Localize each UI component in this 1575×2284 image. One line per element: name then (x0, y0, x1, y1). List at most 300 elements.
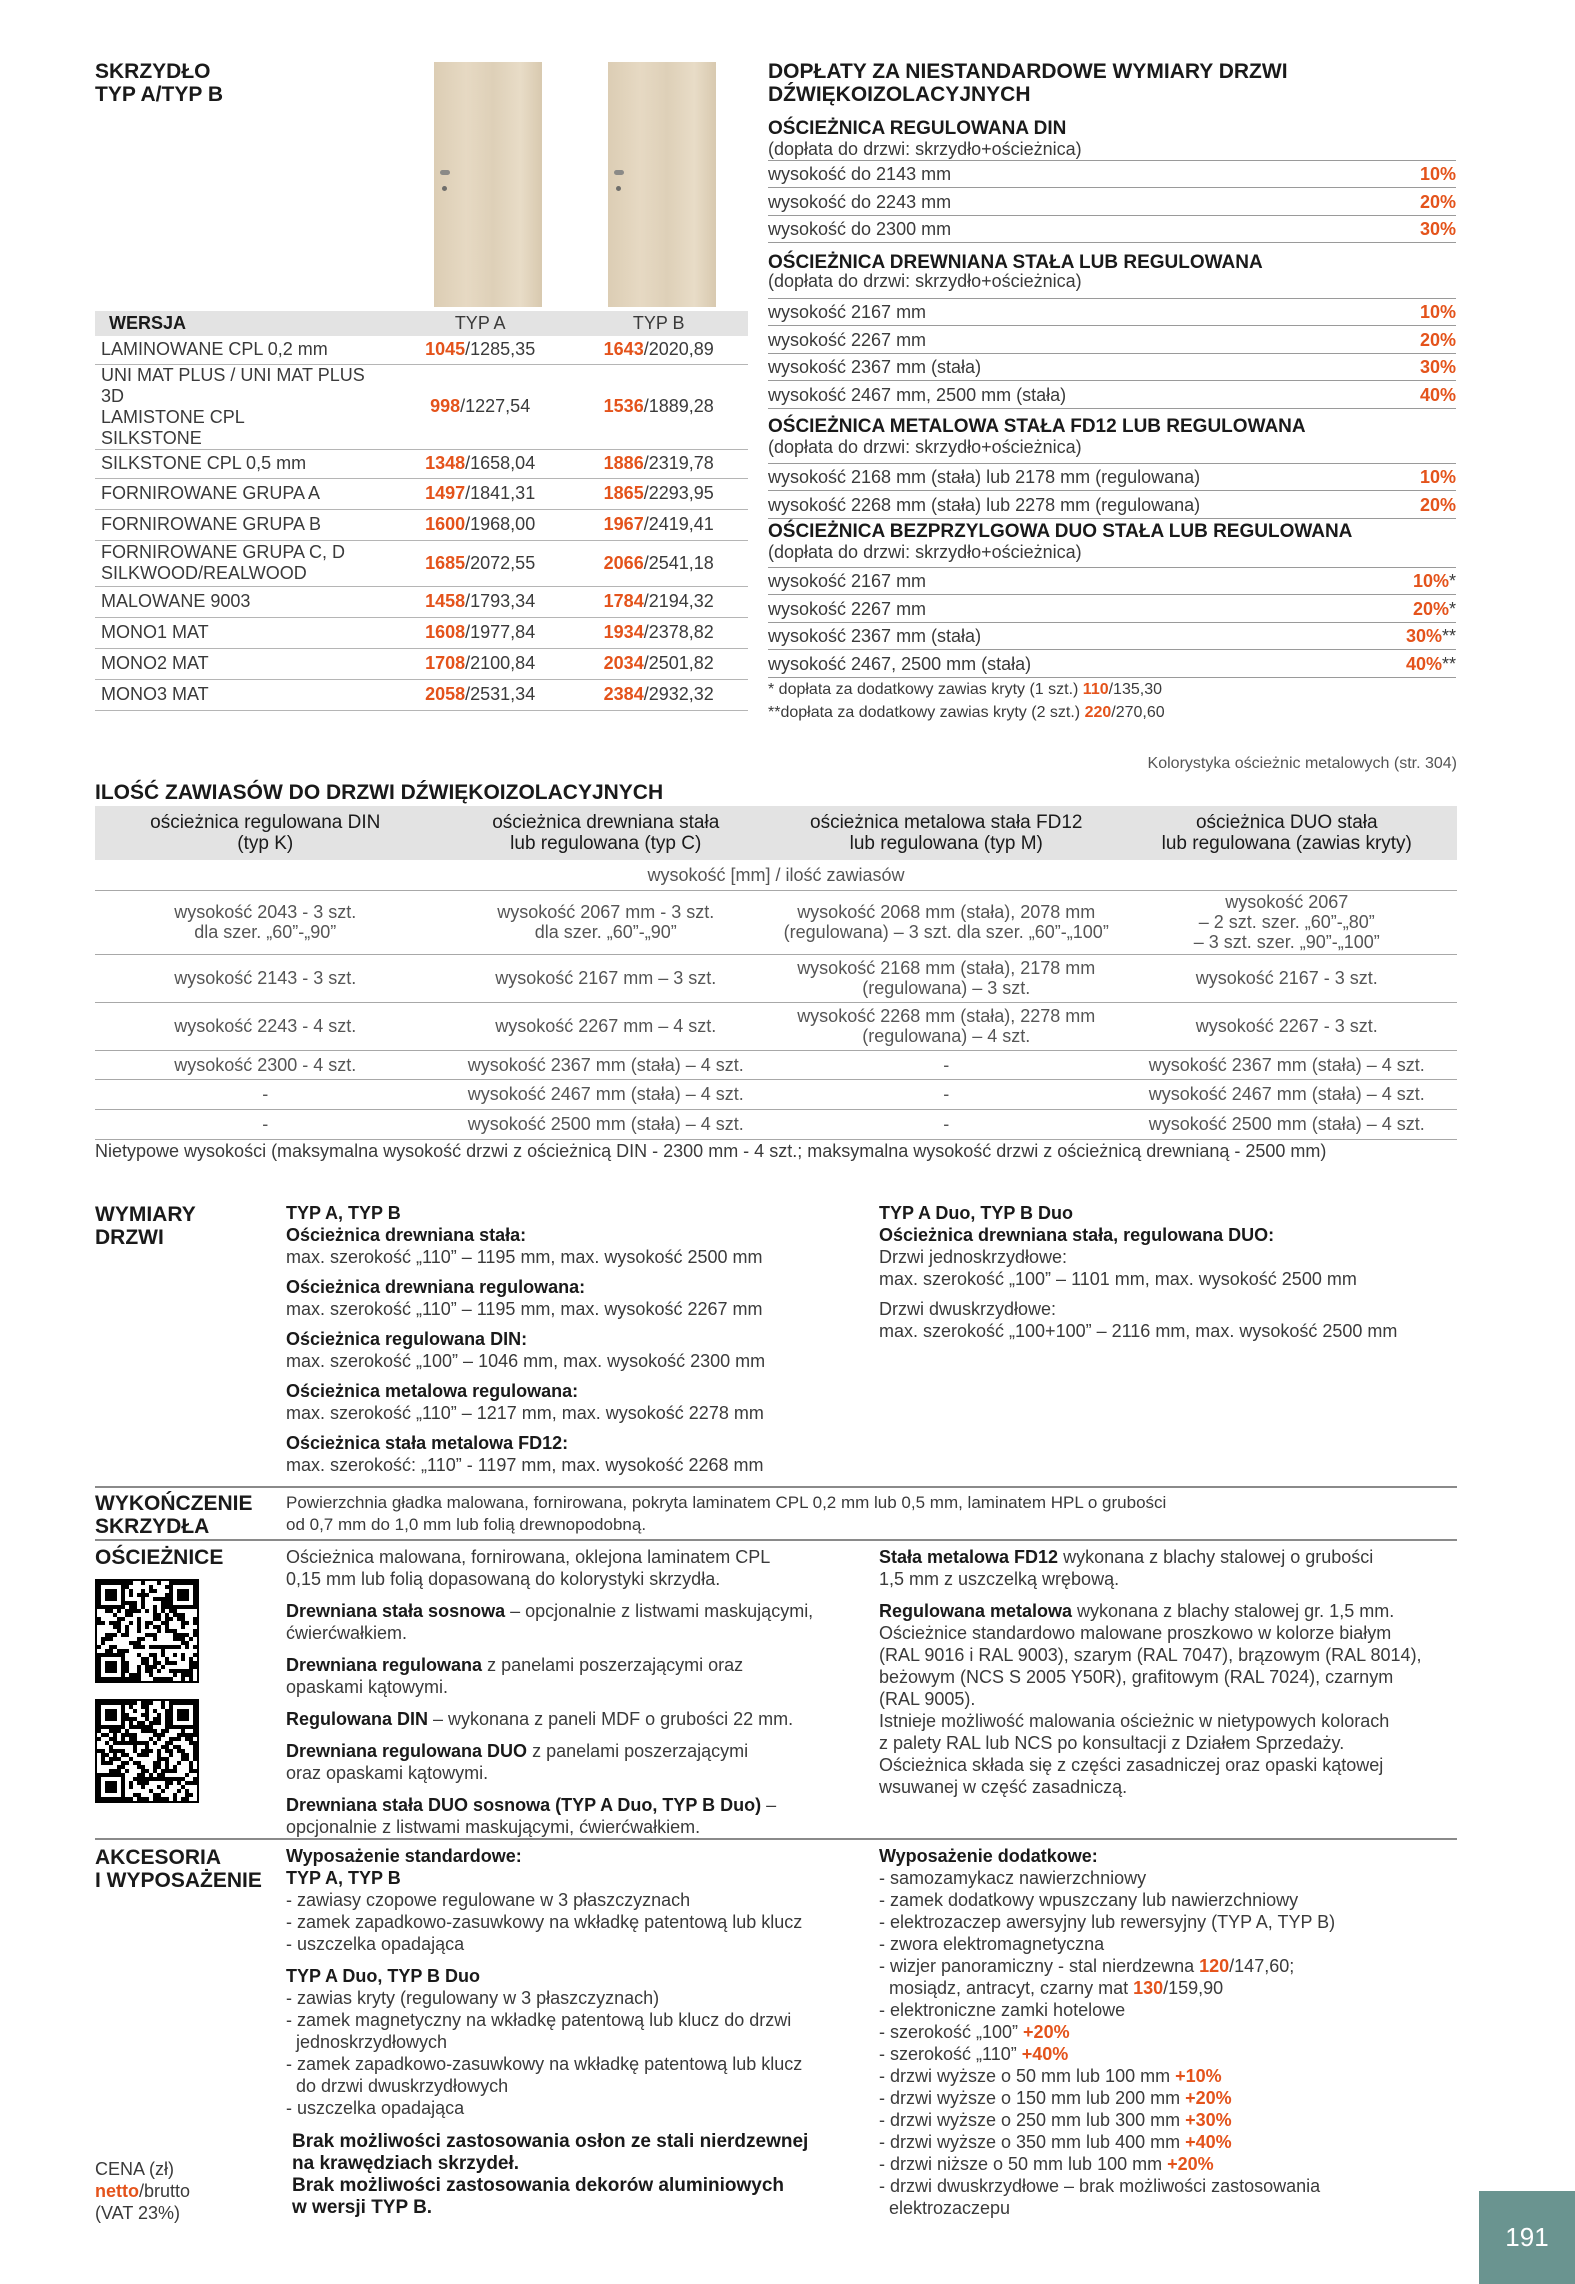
hinges-cell (776, 1109, 1117, 1139)
wymiary-item-head: Ościeżnica regulowana DIN: (286, 1329, 528, 1349)
surcharge-row (768, 354, 1456, 381)
price-brutto: /2072,55 (465, 552, 536, 573)
akcesoria-item (879, 2021, 1457, 2043)
note-price-brutto: /270,60 (1111, 704, 1165, 721)
hinges-cell-line: wysokość 2500 mm (stała) – 4 szt. (1148, 1114, 1425, 1134)
akcesoria-item-price: +20% (1167, 2154, 1214, 2174)
price-netto: 1934 (603, 622, 644, 642)
hinges-row (95, 890, 1457, 954)
paragraph-line: z palety RAL lub NCS po konsultacji z Działem Sprzedaży. (879, 1733, 1345, 1753)
hinges-cell-line: - (943, 1084, 950, 1104)
hinges-header-row (95, 806, 1457, 860)
price-typ-b (569, 617, 748, 648)
surcharge-heading: OŚCIEŻNICA DREWNIANA STAŁA LUB REGULOWANA (768, 252, 1263, 273)
hinges-cell (95, 1109, 436, 1139)
hinges-cell (1117, 1079, 1458, 1109)
wymiary-item-text: max. szerokość „100” – 1046 mm, max. wysokość 2300 mm (286, 1351, 766, 1371)
surcharge-value (1420, 464, 1456, 490)
version-name (95, 648, 391, 679)
surcharge-row (768, 327, 1456, 354)
header-typ-a: TYP A (391, 311, 570, 336)
qr-code-icon[interactable] (95, 1579, 199, 1683)
akcesoria-subhead: TYP A Duo, TYP B Duo (286, 1966, 481, 1986)
akcesoria-item (879, 2131, 1457, 2153)
surcharge-value (1406, 623, 1456, 649)
hinges-header-line: lub regulowana (typ C) (510, 833, 702, 854)
paragraph-line: Istnieje możliwość malowania ościeżnic w nietypowych kolorach (879, 1711, 1390, 1731)
price-brutto: /1841,31 (465, 483, 536, 503)
wymiary-item (286, 1380, 846, 1424)
price-netto: 1600 (425, 514, 466, 534)
doplaty-title (768, 60, 1288, 106)
akcesoria-item-text: - elektrozaczep awersyjny lub rewersyjny (TYP A, TYP B) (879, 1912, 1336, 1932)
version-name-line: MONO1 MAT (101, 622, 209, 642)
door-handle-icon (438, 170, 452, 194)
paragraph-bold: Drewniana regulowana DUO (286, 1741, 528, 1761)
hinges-cell-line: (regulowana) – 3 szt. dla szer. „60”-„100” (783, 922, 1109, 942)
version-name-line: MALOWANE 9003 (101, 591, 251, 611)
hinges-cell-line: dla szer. „60”-„90” (194, 922, 337, 942)
hinges-cell-line: wysokość 2067 (1225, 892, 1349, 912)
price-typ-b (569, 336, 748, 364)
hinges-header-line: lub regulowana (typ M) (849, 833, 1043, 854)
price-brutto: /2419,41 (643, 514, 714, 534)
version-name-line: LAMISTONE CPL (101, 406, 245, 427)
price-netto: 1045 (425, 339, 466, 360)
cena-line1: CENA (zł) (95, 2159, 175, 2179)
surcharge-percent: 20% (1419, 191, 1456, 212)
akcesoria-item (879, 2109, 1457, 2131)
door-image-typ-a (434, 62, 542, 307)
hinges-cell-line: - (262, 1084, 269, 1104)
akcesoria-item-text: - drzwi dwuskrzydłowe – brak możliwości zastosowania (879, 2176, 1321, 2196)
hinges-cell-line: – 2 szt. szer. „60”-„80” (1198, 912, 1375, 932)
price-typ-a (391, 617, 570, 648)
surcharge-value (1420, 492, 1456, 518)
wymiary-right-line4: max. szerokość „100+100” – 2116 mm, max. wysokość 2500 mm (879, 1321, 1398, 1341)
surcharge-heading: OŚCIEŻNICA BEZPRZYLGOWA DUO STAŁA LUB REGULOWANA (768, 521, 1353, 542)
hinges-row (95, 954, 1457, 1002)
price-typ-b (569, 364, 748, 449)
wymiary-left-head: TYP A, TYP B (286, 1203, 401, 1223)
price-brutto: /2100,84 (465, 653, 536, 673)
version-name (95, 679, 391, 710)
paragraph (286, 1708, 866, 1730)
akcesoria-item (879, 1889, 1457, 1911)
akcesoria-item-price: 130 (1133, 1978, 1164, 1998)
akcesoria-item-text: elektrozaczepu (879, 2198, 1011, 2218)
hinges-subheader-row (95, 860, 1457, 890)
version-name-line: FORNIROWANE GRUPA B (101, 514, 322, 534)
note-text: * dopłata za dodatkowy zawias kryty (1 szt.) (768, 681, 1083, 698)
paragraph-line: opcjonalnie z listwami maskującymi, ćwierćwałkiem. (286, 1817, 701, 1837)
wymiary-item-head: Ościeżnica metalowa regulowana: (286, 1381, 579, 1401)
paragraph-line: wykonana z blachy stalowej gr. 1,5 mm. (1072, 1601, 1395, 1621)
hinges-cell (776, 954, 1117, 1002)
cena-legend (95, 2158, 190, 2224)
version-name (95, 586, 391, 617)
price-netto: 1784 (603, 591, 644, 611)
surcharge-percent: 10% (1419, 302, 1456, 322)
version-name-line: UNI MAT PLUS / UNI MAT PLUS 3D (101, 364, 365, 406)
akcesoria-item-text: - szerokość „110” (879, 2044, 1022, 2064)
surcharge-value (1413, 596, 1456, 622)
price-typ-a (391, 586, 570, 617)
hinges-cell-line: wysokość 2268 mm (stała), 2278 mm (797, 1006, 1096, 1026)
paragraph-line: ćwierćwałkiem. (286, 1623, 408, 1643)
oscieznice-right (879, 1546, 1457, 1808)
wymiary-right-head: TYP A Duo, TYP B Duo (879, 1203, 1074, 1223)
surcharge-star: * (1448, 571, 1456, 591)
qr-code-icon[interactable] (95, 1699, 199, 1803)
akcesoria-subhead: TYP A, TYP B (286, 1868, 401, 1888)
oscieznice-label: OŚCIEŻNICE (95, 1546, 224, 1569)
price-netto: 1685 (425, 552, 466, 573)
surcharge-percent: 40% (1419, 384, 1456, 405)
hinges-cell (1117, 954, 1458, 1002)
hinges-cell (436, 954, 777, 1002)
akcesoria-item: do drzwi dwuskrzydłowych (286, 2076, 509, 2096)
hinges-cell (95, 890, 436, 954)
akcesoria-warning-line: Brak możliwości zastosowania osłon ze stali nierdzewnej (292, 2131, 809, 2152)
price-typ-a (391, 509, 570, 540)
surcharge-percent: 40% (1405, 653, 1442, 674)
price-netto: 2384 (603, 684, 644, 704)
hinges-header-line: ościeżnica metalowa stała FD12 (810, 812, 1083, 833)
akcesoria-item (879, 2087, 1457, 2109)
hinges-cell-line: wysokość 2243 - 4 szt. (174, 1016, 357, 1036)
akcesoria-label-line2: I WYPOSAŻENIE (95, 1869, 262, 1892)
price-brutto: /1227,54 (460, 396, 531, 416)
surcharge-row (768, 651, 1456, 678)
price-brutto: /1977,84 (465, 622, 536, 642)
akcesoria-item (879, 1977, 1457, 1999)
hinges-cell-line: wysokość 2467 mm (stała) – 4 szt. (467, 1084, 744, 1104)
hinges-cell (95, 1079, 436, 1109)
price-brutto: /2932,32 (643, 684, 714, 704)
hinges-cell-line: wysokość 2167 mm – 3 szt. (495, 968, 717, 988)
akcesoria-item (879, 1911, 1457, 1933)
akcesoria-item-text: - wizjer panoramiczny - stal nierdzewna (879, 1956, 1200, 1976)
paragraph-line: z panelami poszerzającymi (527, 1741, 749, 1761)
surcharge-row (768, 161, 1456, 188)
hinges-cell-line: wysokość 2500 mm (stała) – 4 szt. (467, 1114, 744, 1134)
price-netto: 1967 (603, 514, 644, 534)
akcesoria-label-line1: AKCESORIA (95, 1846, 222, 1869)
hinges-cell-line: - (943, 1114, 950, 1134)
version-name (95, 336, 391, 364)
door-image-typ-b (608, 62, 716, 307)
hinges-cell-line: wysokość 2300 - 4 szt. (174, 1054, 357, 1075)
surcharge-label: wysokość 2167 mm (768, 302, 927, 322)
wymiary-label-line1: WYMIARY (95, 1203, 196, 1226)
akcesoria-item-text: - zwora elektromagnetyczna (879, 1934, 1105, 1954)
versions-table (95, 311, 748, 711)
wymiary-item-head: Ościeżnica drewniana stała: (286, 1225, 527, 1245)
paragraph (879, 1600, 1457, 1798)
hinges-cell (1117, 1050, 1458, 1079)
price-netto: 1608 (425, 622, 466, 642)
price-brutto: /2020,89 (643, 339, 714, 360)
surcharge-label: wysokość do 2300 mm (768, 219, 952, 239)
header-wersja: WERSJA (95, 311, 391, 336)
version-row (95, 509, 748, 540)
surcharge-heading: OŚCIEŻNICA REGULOWANA DIN (768, 118, 1067, 139)
akcesoria-item-text: - drzwi wyższe o 350 mm lub 400 mm (879, 2132, 1186, 2152)
akcesoria-item-text: - elektroniczne zamki hotelowe (879, 2000, 1126, 2020)
price-netto: 1708 (425, 653, 466, 673)
wykonczenie-label-line2: SKRZYDŁA (95, 1515, 210, 1538)
hinges-cell (776, 1050, 1117, 1079)
hinges-header-cell (1117, 806, 1458, 860)
paragraph-line: 1,5 mm z uszczelką wrębową. (879, 1569, 1120, 1589)
version-name-line: LAMINOWANE CPL 0,2 mm (101, 339, 328, 360)
hinges-row (95, 1002, 1457, 1050)
akcesoria-item-text: - zamek dodatkowy wpuszczany lub nawierzchniowy (879, 1890, 1299, 1910)
version-name-line: SILKSTONE (101, 427, 202, 448)
version-name-line: SILKSTONE CPL 0,5 mm (101, 453, 307, 473)
version-name-line: SILKWOOD/REALWOOD (101, 563, 307, 583)
hinges-header-line: ościeżnica drewniana stała (492, 812, 720, 833)
kolorystyka-note: Kolorystyka ościeżnic metalowych (str. 304) (1147, 755, 1457, 772)
wymiary-item (286, 1276, 846, 1320)
price-brutto: /1889,28 (643, 396, 714, 416)
hinges-row (95, 1050, 1457, 1079)
page-number: 191 (1479, 2191, 1575, 2284)
hinges-cell (95, 954, 436, 1002)
akcesoria-item (879, 2153, 1457, 2175)
surcharge-row (768, 382, 1456, 409)
hinges-cell-line: wysokość 2267 mm – 4 szt. (495, 1016, 717, 1036)
cena-line3: (VAT 23%) (95, 2203, 181, 2223)
hinges-row (95, 1079, 1457, 1109)
surcharge-percent: 20% (1419, 494, 1456, 515)
version-name-line: FORNIROWANE GRUPA C, D (101, 542, 346, 562)
paragraph-line: z panelami poszerzającymi oraz (482, 1655, 744, 1675)
hinges-row (95, 1109, 1457, 1139)
akcesoria-item (879, 2175, 1457, 2197)
surcharge-label: wysokość 2267 mm (768, 329, 927, 350)
price-netto: 1886 (603, 453, 644, 473)
paragraph (286, 1546, 866, 1590)
hinges-cell-line: wysokość 2143 - 3 szt. (174, 968, 357, 988)
version-name (95, 364, 391, 449)
hinges-header-line: ościeżnica regulowana DIN (150, 812, 381, 833)
version-name (95, 478, 391, 509)
wykonczenie-text (286, 1492, 1166, 1536)
paragraph (286, 1740, 866, 1784)
skrzydlo-title-line1: SKRZYDŁO (95, 60, 211, 83)
surcharge-row (768, 623, 1456, 650)
akcesoria-item-brutto: /147,60; (1229, 1956, 1295, 1976)
paragraph-line: oraz opaskami kątowymi. (286, 1763, 489, 1783)
version-name (95, 509, 391, 540)
surcharge-label: wysokość 2467 mm, 2500 mm (stała) (768, 384, 1067, 405)
hinges-cell (436, 1050, 777, 1079)
version-name (95, 449, 391, 478)
price-typ-a (391, 648, 570, 679)
price-netto: 2058 (425, 684, 466, 704)
surcharge-star: ** (1441, 626, 1456, 646)
wymiary-item-text: max. szerokość „110” – 1217 mm, max. wysokość 2278 mm (286, 1403, 764, 1423)
doplaty-title-line2: DŹWIĘKOIZOLACYJNYCH (768, 83, 1031, 106)
hinges-cell-line: wysokość 2068 mm (stała), 2078 mm (797, 902, 1096, 922)
akcesoria-warning (286, 2131, 866, 2219)
akcesoria-item: - zawias kryty (regulowany w 3 płaszczyznach) (286, 1988, 660, 2008)
akcesoria-item-price: +20% (1023, 2022, 1070, 2042)
version-row (95, 449, 748, 478)
divider (95, 1486, 1457, 1488)
doplaty-note-2 (768, 703, 1165, 722)
note-price-net: 220 (1084, 704, 1112, 721)
surcharge-row (768, 189, 1456, 216)
hinges-cell (436, 890, 777, 954)
paragraph-line: beżowym (NCS S 2005 Y50R), grafitowym (RAL 7024), czarnym (879, 1667, 1394, 1687)
surcharge-subheading: (dopłata do drzwi: skrzydło+ościeżnica) (768, 139, 1082, 159)
akcesoria-item: - zawiasy czopowe regulowane w 3 płaszczyznach (286, 1890, 691, 1910)
paragraph-bold: Regulowana DIN (286, 1709, 429, 1729)
paragraph-bold: Drewniana regulowana (286, 1655, 483, 1675)
price-brutto: /2194,32 (643, 591, 714, 611)
surcharge-label: wysokość 2367 mm (stała) (768, 357, 982, 377)
price-brutto: /2531,34 (465, 684, 536, 704)
akcesoria-right (879, 1845, 1457, 2219)
hinges-cell (436, 1002, 777, 1050)
paragraph-bold: Stała metalowa FD12 (879, 1547, 1059, 1567)
hinges-cell-line: dla szer. „60”-„90” (534, 922, 677, 942)
price-netto: 1348 (425, 453, 466, 473)
wymiary-right-line2: max. szerokość „100” – 1101 mm, max. wysokość 2500 mm (879, 1269, 1357, 1289)
note-text: **dopłata za dodatkowy zawias kryty (2 szt.) (768, 704, 1085, 721)
paragraph-line: – wykonana z paneli MDF o grubości 22 mm. (428, 1709, 794, 1729)
akcesoria-item: - zamek zapadkowo-zasuwkowy na wkładkę patentową lub klucz (286, 2054, 803, 2074)
akcesoria-item-text: - szerokość „100” (879, 2022, 1024, 2042)
surcharge-row (768, 299, 1456, 326)
surcharge-label: wysokość 2268 mm (stała) lub 2278 mm (regulowana) (768, 494, 1201, 515)
version-name-line: MONO2 MAT (101, 653, 209, 673)
surcharge-percent: 30% (1405, 626, 1442, 646)
version-row (95, 648, 748, 679)
surcharge-label: wysokość 2267 mm (768, 598, 927, 619)
paragraph-line: opaskami kątowymi. (286, 1677, 449, 1697)
price-netto: 2066 (603, 552, 644, 573)
hinges-header-line: (typ K) (237, 833, 294, 854)
version-row (95, 586, 748, 617)
surcharge-percent: 10% (1419, 164, 1456, 184)
hinges-cell-line: wysokość 2167 - 3 szt. (1195, 968, 1378, 988)
akcesoria-item: - uszczelka opadająca (286, 2098, 465, 2118)
price-typ-b (569, 449, 748, 478)
version-name (95, 540, 391, 586)
price-brutto: /2501,82 (643, 653, 714, 673)
price-netto: 998 (430, 396, 461, 416)
akcesoria-left-head: Wyposażenie standardowe: (286, 1846, 522, 1866)
paragraph-line: – opcjonalnie z listwami maskującymi, (505, 1601, 814, 1621)
surcharge-percent: 30% (1419, 219, 1456, 239)
paragraph-bold: Drewniana stała DUO sosnowa (TYP A Duo, TYP B Duo) (286, 1795, 762, 1815)
price-netto: 1536 (603, 396, 644, 416)
paragraph-line: – (761, 1795, 777, 1815)
hinges-cell-line: wysokość 2367 mm (stała) – 4 szt. (467, 1054, 744, 1075)
surcharge-percent: 10% (1412, 571, 1449, 591)
price-typ-b (569, 679, 748, 710)
akcesoria-item-brutto: /159,90 (1163, 1978, 1224, 1998)
surcharge-percent: 20% (1419, 329, 1456, 350)
doplaty-title-line1: DOPŁATY ZA NIESTANDARDOWE WYMIARY DRZWI (768, 60, 1288, 83)
wykonczenie-label (95, 1492, 253, 1538)
version-row (95, 336, 748, 364)
price-typ-b (569, 478, 748, 509)
paragraph (286, 1794, 866, 1838)
price-brutto: /1968,00 (465, 514, 536, 534)
hinges-cell (1117, 890, 1458, 954)
cena-netto: netto (95, 2181, 139, 2201)
akcesoria-item-price: +40% (1185, 2132, 1232, 2152)
wymiary-right-subhead: Ościeżnica drewniana stała, regulowana DUO: (879, 1225, 1275, 1245)
price-typ-a (391, 540, 570, 586)
wymiary-left (286, 1202, 846, 1484)
price-typ-a (391, 364, 570, 449)
hinges-cell-line: wysokość 2367 mm (stała) – 4 szt. (1148, 1054, 1425, 1075)
header-typ-b: TYP B (569, 311, 748, 336)
price-netto: 1865 (603, 483, 644, 503)
price-typ-a (391, 679, 570, 710)
cena-brutto: /brutto (139, 2181, 191, 2201)
surcharge-label: wysokość do 2143 mm (768, 164, 952, 184)
wykonczenie-label-line1: WYKOŃCZENIE (95, 1492, 253, 1515)
akcesoria-left (286, 1845, 866, 2219)
akcesoria-item (879, 1999, 1457, 2021)
akcesoria-item-price: +20% (1185, 2088, 1232, 2108)
akcesoria-item-price: +40% (1021, 2044, 1069, 2064)
hinges-cell-line: wysokość 2168 mm (stała), 2178 mm (797, 958, 1096, 978)
surcharge-row (768, 216, 1456, 243)
version-name-line: MONO3 MAT (101, 684, 209, 704)
akcesoria-warning-line: w wersji TYP B. (292, 2197, 433, 2218)
doplaty-note-1 (768, 680, 1162, 699)
hinges-cell (776, 1079, 1117, 1109)
surcharge-row (768, 596, 1456, 623)
akcesoria-right-head: Wyposażenie dodatkowe: (879, 1846, 1098, 1866)
wymiary-item-text: max. szerokość „110” – 1195 mm, max. wysokość 2500 mm (286, 1247, 763, 1267)
hinges-header-cell (95, 806, 436, 860)
price-brutto: /1658,04 (465, 453, 536, 473)
price-netto: 2034 (603, 653, 644, 673)
hinges-cell-line: - (943, 1054, 950, 1075)
surcharge-subheading: (dopłata do drzwi: skrzydło+ościeżnica) (768, 437, 1082, 457)
skrzydlo-title-line2: TYP A/TYP B (95, 83, 223, 106)
akcesoria-item (879, 1867, 1457, 1889)
hinges-cell (95, 1002, 436, 1050)
wymiary-item-head: Ościeżnica drewniana regulowana: (286, 1277, 586, 1297)
wymiary-label-line2: DRZWI (95, 1226, 164, 1249)
wymiary-item-text: max. szerokość: „110” - 1197 mm, max. wysokość 2268 mm (286, 1455, 764, 1475)
akcesoria-item-price: 120 (1199, 1956, 1230, 1976)
paragraph-line: Ościeżnica składa się z części zasadniczej oraz opaski kątowej (879, 1755, 1384, 1775)
paragraph-bold: Regulowana metalowa (879, 1601, 1073, 1621)
version-name-line: FORNIROWANE GRUPA A (101, 483, 321, 503)
wymiary-item (286, 1432, 846, 1476)
hinges-cell (776, 1002, 1117, 1050)
hinges-cell (1117, 1002, 1458, 1050)
hinges-cell-line: wysokość 2467 mm (stała) – 4 szt. (1148, 1084, 1425, 1104)
hinges-cell-line: (regulowana) – 3 szt. (862, 978, 1031, 998)
akcesoria-item: - uszczelka opadająca (286, 1934, 465, 1954)
paragraph-line: wsuwanej w część zasadniczą. (879, 1777, 1128, 1797)
surcharge-value (1406, 651, 1456, 677)
akcesoria-warning-line: Brak możliwości zastosowania dekorów aluminiowych (292, 2175, 785, 2196)
version-row (95, 617, 748, 648)
